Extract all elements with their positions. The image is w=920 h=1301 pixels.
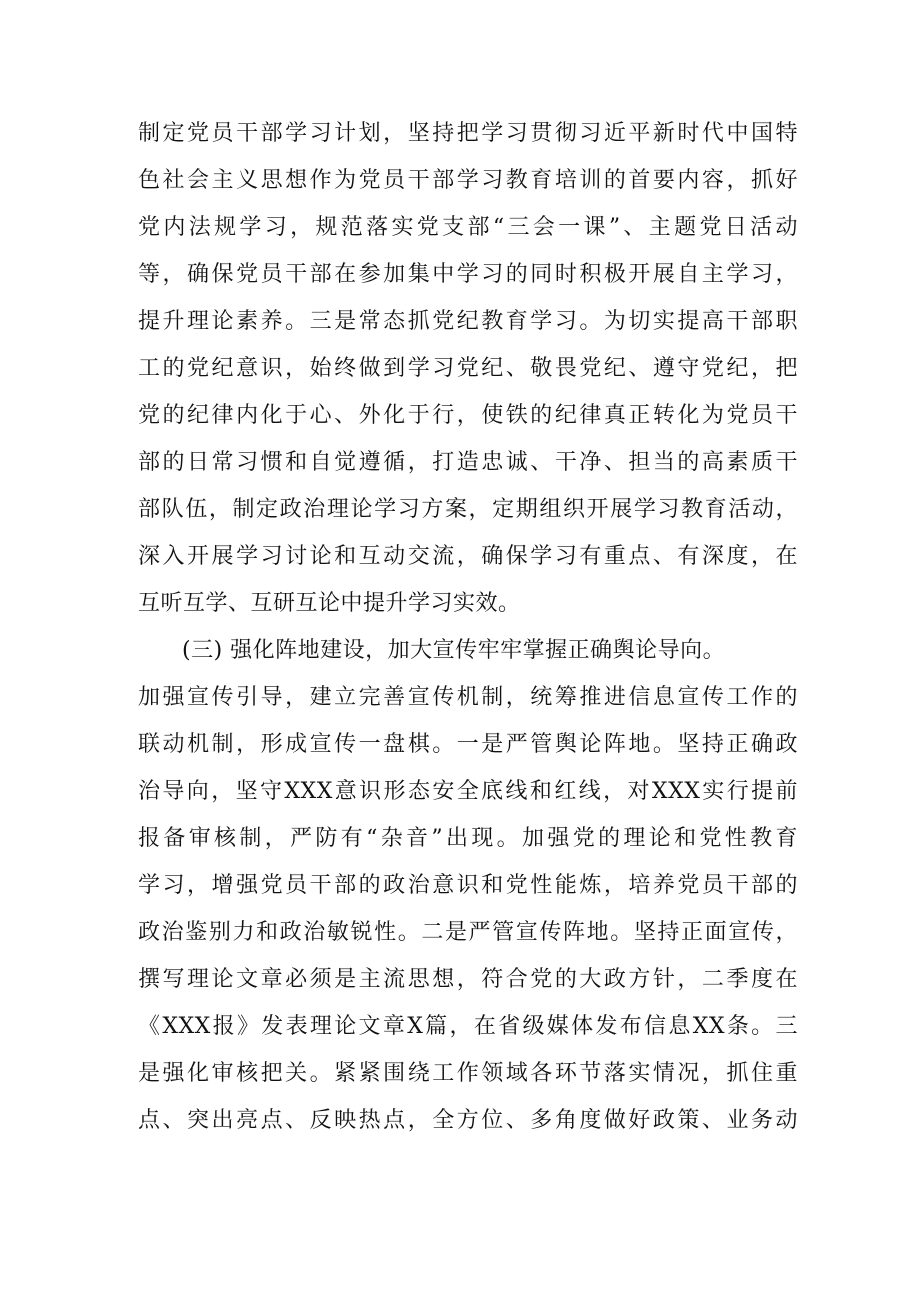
paragraph-study-plan: [138, 110, 798, 627]
section-heading-line: (三) 强化阵地建设，加大宣传牢牢掌握正确舆论导向。: [182, 638, 726, 663]
text-line: 治导向，坚守XXX意识形态安全底线和红线，对XXX实行提前: [138, 779, 798, 804]
text-line: 部队伍，制定政治理论学习方案，定期组织开展学习教育活动，: [138, 497, 798, 522]
text-line: 《XXX报》发表理论文章X篇，在省级媒体发布信息XX条。三: [138, 1014, 798, 1039]
text-line: 制定党员干部学习计划，坚持把学习贯彻习近平新时代中国特: [138, 121, 798, 146]
text-line: 深入开展学习讨论和互动交流，确保学习有重点、有深度，在: [138, 544, 798, 569]
text-line: 撰写理论文章必须是主流思想，符合党的大政方针，二季度在: [138, 967, 798, 992]
text-line: 部的日常习惯和自觉遵循，打造忠诚、干净、担当的高素质干: [138, 450, 798, 475]
text-line: 工的党纪意识，始终做到学习党纪、敬畏党纪、遵守党纪，把: [138, 356, 798, 381]
text-line: 提升理论素养。三是常态抓党纪教育学习。为切实提高干部职: [138, 309, 798, 334]
text-line: 加强宣传引导，建立完善宣传机制，统筹推进信息宣传工作的: [138, 685, 798, 710]
text-line: 点、突出亮点、反映热点，全方位、多角度做好政策、业务动: [138, 1108, 798, 1133]
text-line: 学习，增强党员干部的政治意识和党性能炼，培养党员干部的: [138, 873, 798, 898]
paragraph-publicity-position: [138, 627, 798, 1144]
document-body: [138, 110, 798, 1144]
text-line: 等，确保党员干部在参加集中学习的同时积极开展自主学习，: [138, 262, 798, 287]
text-line: 是强化审核把关。紧紧围绕工作领域各环节落实情况，抓住重: [138, 1061, 798, 1086]
text-line: 报备审核制，严防有“杂音”出现。加强党的理论和党性教育: [138, 826, 798, 851]
text-line: 政治鉴别力和政治敏锐性。二是严管宣传阵地。坚持正面宣传，: [138, 920, 798, 945]
text-line: 党内法规学习，规范落实党支部“三会一课”、主题党日活动: [138, 215, 798, 240]
text-line: 党的纪律内化于心、外化于行，使铁的纪律真正转化为党员干: [138, 403, 798, 428]
text-line: 联动机制，形成宣传一盘棋。一是严管舆论阵地。坚持正确政: [138, 732, 798, 757]
text-line: 色社会主义思想作为党员干部学习教育培训的首要内容，抓好: [138, 168, 798, 193]
text-line: 互听互学、互研互论中提升学习实效。: [138, 591, 521, 616]
